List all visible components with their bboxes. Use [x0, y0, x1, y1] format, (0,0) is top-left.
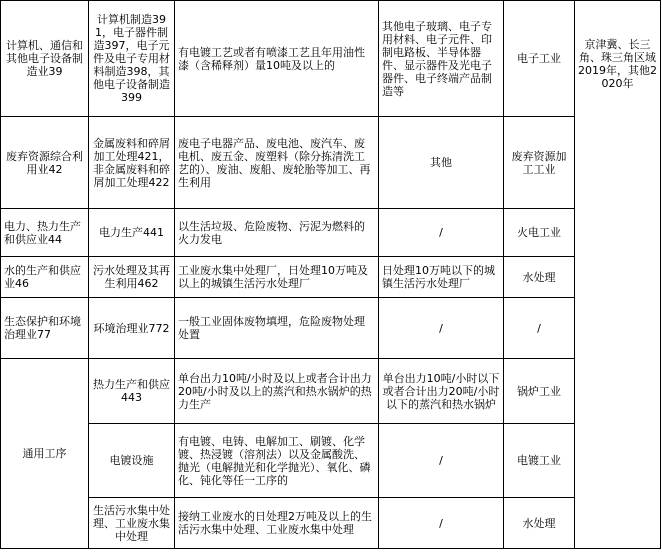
industry-cell: 废弃资源综合利用业42 [1, 117, 89, 209]
category-cell: 电子工业 [504, 1, 575, 117]
simplified-management-cell: / [379, 498, 504, 549]
simplified-management-cell: 其他电子玻璃、电子专用材料、电子元件、印制电路板、半导体器件、显示器件及光电子器件、电子终端产品制造等 [379, 1, 504, 117]
industry-cell: 水的生产和供应业46 [1, 257, 89, 298]
table-row [1, 209, 661, 257]
key-management-cell: 有电镀、电铸、电解加工、刷镀、化学镀、热浸镀（溶剂法）以及金属酸洗、抛光（电解抛光和化学抛光）、氧化、磷化、钝化等任一工序的 [175, 424, 379, 498]
industry-cell: 电力、热力生产和供应业44 [1, 209, 89, 257]
category-cell: 火电工业 [504, 209, 575, 257]
region-deadline-cell: 京津冀、长三角、珠三角区域2019年，其他2020年 [575, 1, 661, 549]
simplified-management-cell: / [379, 298, 504, 359]
sub-industry-cell: 环境治理业772 [89, 298, 175, 359]
sub-industry-cell: 金属废料和碎屑加工处理421，非金属废料和碎屑加工处理422 [89, 117, 175, 209]
table-row [1, 359, 661, 424]
table-row [1, 498, 661, 549]
simplified-management-cell: 单台出力10吨/小时以下或者合计出力20吨/小时以下的蒸汽和热水锅炉 [379, 359, 504, 424]
table-row [1, 1, 661, 117]
key-management-cell: 接纳工业废水的日处理2万吨及以上的生活污水集中处理、工业废水集中处理 [175, 498, 379, 549]
category-cell: 锅炉工业 [504, 359, 575, 424]
simplified-management-cell: 其他 [379, 117, 504, 209]
category-cell: 水处理 [504, 257, 575, 298]
table-row [1, 117, 661, 209]
key-management-cell: 废电子电器产品、废电池、废汽车、废电机、废五金、废塑料（除分拣清洗工艺的）、废油、废船、废轮胎等加工、再生利用 [175, 117, 379, 209]
key-management-cell: 单台出力10吨/小时及以上或者合计出力20吨/小时及以上的蒸汽和热水锅炉的热力生产 [175, 359, 379, 424]
key-management-cell: 有电镀工艺或者有喷漆工艺且年用油性漆（含稀释剂）量10吨及以上的 [175, 1, 379, 117]
simplified-management-cell: 日处理10万吨以下的城镇生活污水处理厂 [379, 257, 504, 298]
table-row [1, 257, 661, 298]
simplified-management-cell: / [379, 209, 504, 257]
sub-industry-cell: 电镀设施 [89, 424, 175, 498]
sub-industry-cell: 热力生产和供应443 [89, 359, 175, 424]
table-row [1, 298, 661, 359]
category-cell: 水处理 [504, 498, 575, 549]
simplified-management-cell: / [379, 424, 504, 498]
key-management-cell: 以生活垃圾、危险废物、污泥为燃料的火力发电 [175, 209, 379, 257]
industry-cell: 计算机、通信和其他电子设备制造业39 [1, 1, 89, 117]
table-row [1, 424, 661, 498]
category-cell: / [504, 298, 575, 359]
key-management-cell: 工业废水集中处理厂，日处理10万吨及以上的城镇生活污水处理厂 [175, 257, 379, 298]
sub-industry-cell: 电力生产441 [89, 209, 175, 257]
category-cell: 电镀工业 [504, 424, 575, 498]
category-cell: 废弃资源加工工业 [504, 117, 575, 209]
sub-industry-cell: 生活污水集中处理、工业废水集中处理 [89, 498, 175, 549]
sub-industry-cell: 计算机制造391，电子器件制造397，电子元件及电子专用材料制造398，其他电子设备制造399 [89, 1, 175, 117]
sub-industry-cell: 污水处理及其再生利用462 [89, 257, 175, 298]
key-management-cell: 一般工业固体废物填埋，危险废物处理处置 [175, 298, 379, 359]
industry-cell: 生态保护和环境治理业77 [1, 298, 89, 359]
industry-cell: 通用工序 [1, 359, 89, 549]
